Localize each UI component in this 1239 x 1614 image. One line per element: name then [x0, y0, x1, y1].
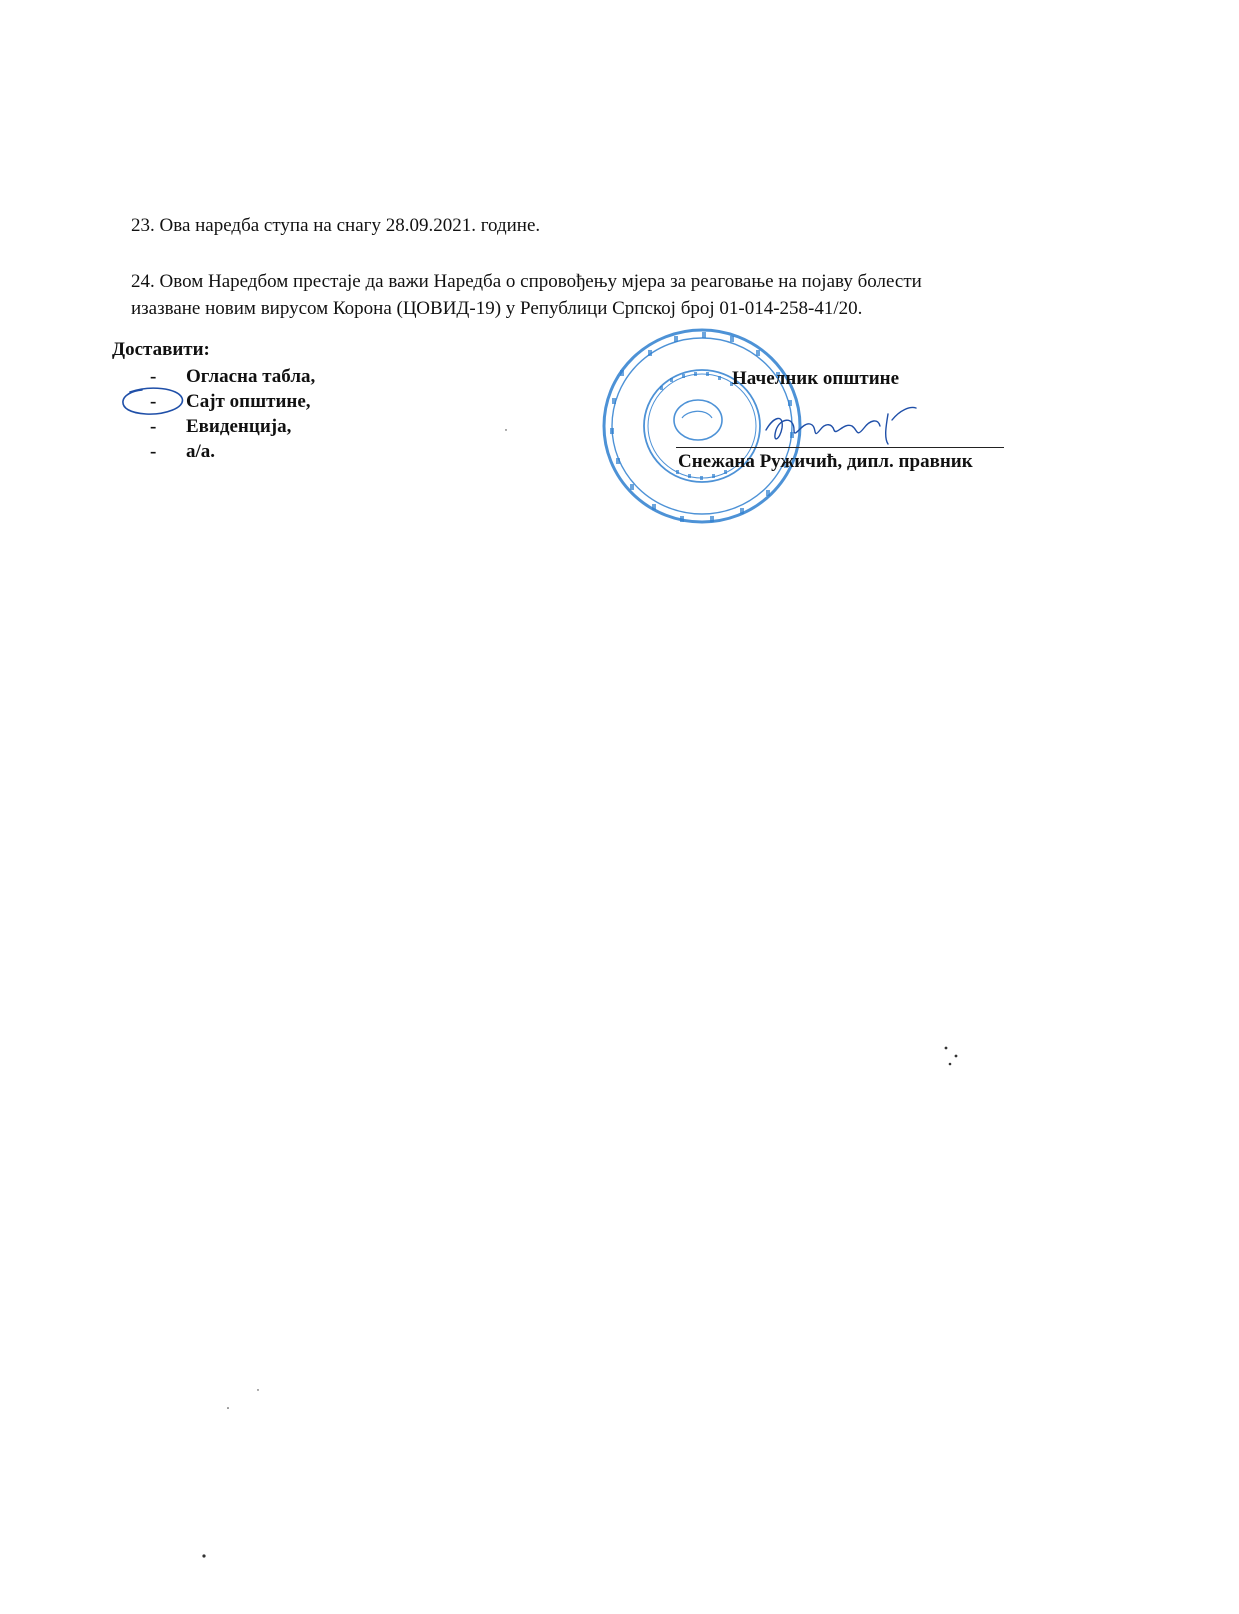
delivery-item-label: а/а. — [186, 441, 216, 462]
delivery-heading: Доставити: — [112, 339, 210, 360]
item-23-text: 23. Ова наредба ступа на снагу 28.09.2021. године. — [131, 215, 541, 236]
delivery-item-label: Сајт општине, — [186, 391, 311, 412]
delivery-item-label: Евиденција, — [186, 416, 292, 437]
hand-drawn-circle-icon — [120, 386, 186, 416]
list-dash: - — [150, 441, 157, 462]
signature-line — [676, 447, 1004, 448]
delivery-item — [150, 439, 315, 464]
delivery-item-label: Огласна табла, — [186, 366, 316, 387]
list-dash: - — [150, 416, 157, 437]
signatory-title: Начелник општине — [732, 368, 900, 389]
delivery-item — [150, 414, 315, 439]
signatory-name: Снежана Ружичић, дипл. правник — [678, 451, 973, 472]
list-dash: - — [150, 366, 157, 387]
item-24-text-line1: 24. Овом Наредбом престаје да важи Наредба о спровођењу мјера за реаговање на појаву болести — [131, 271, 922, 292]
list-dash: - — [150, 391, 157, 412]
item-24-text-line2: изазване новим вирусом Корона (ЦОВИД-19) у Републици Српској број 01-014-258-41/20. — [131, 298, 863, 319]
